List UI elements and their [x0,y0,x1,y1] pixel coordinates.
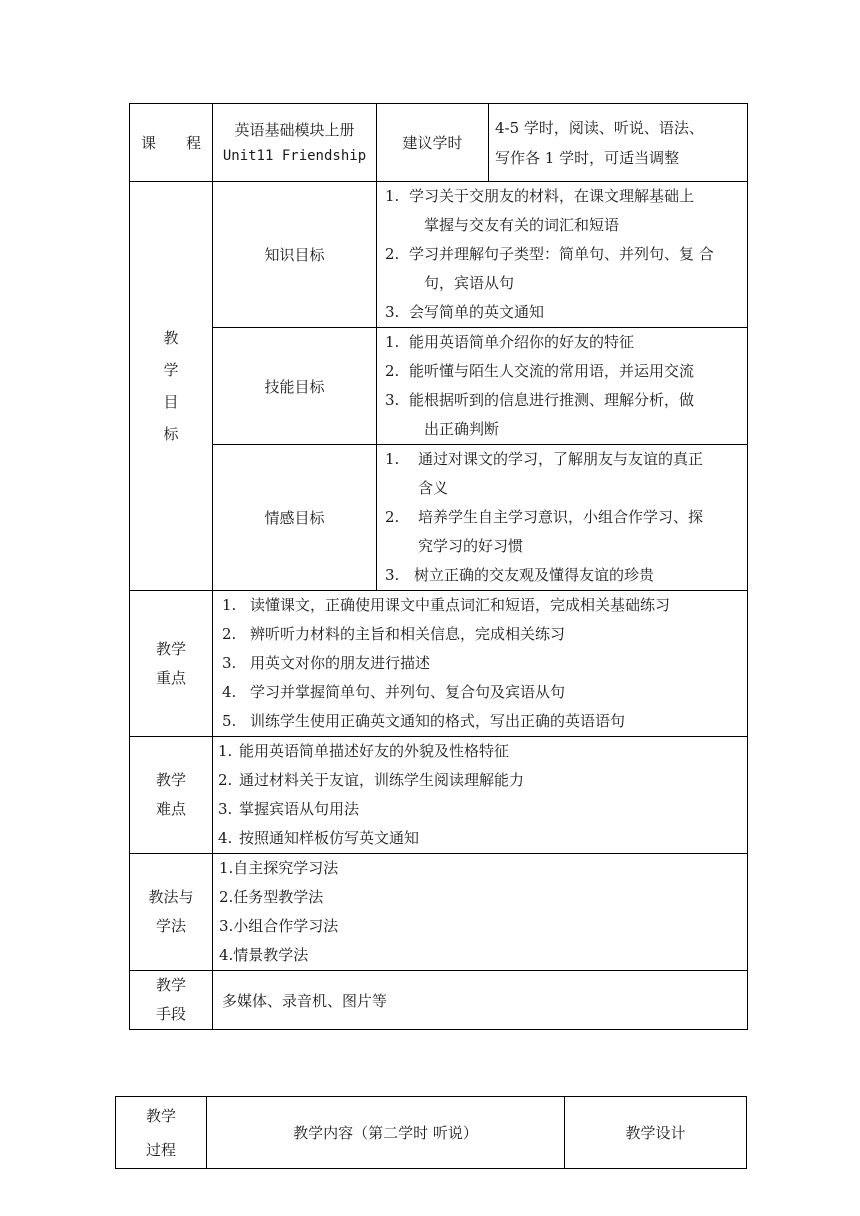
item-text: 学习并理解句子类型：简单句、并列句、复 合 [409,245,714,263]
item-number: 3. [222,654,237,672]
item-text: 含义 [418,479,449,497]
list-item [385,328,747,357]
item-text: 训练学生使用正确英文通知的格式，写出正确的英语语句 [250,712,626,730]
methods-label-cell [130,854,213,971]
item-number: 1. [385,450,400,468]
list-item [218,824,747,853]
means-label-line: 手段 [155,1005,186,1023]
course-label: 课 程 [140,134,201,152]
item-number: 4. [218,829,233,847]
item-text: 按照通知样板仿写英文通知 [239,829,420,847]
list-item [222,620,747,649]
process-label-cell [116,1097,207,1169]
item-text: 能用英语简单描述好友的外貌及性格特征 [239,742,510,760]
item-number: 1. [385,333,400,351]
means-label-cell [130,971,213,1030]
item-number: 3. [218,800,233,818]
objectives-label-char: 教 [163,329,179,347]
means-label-line: 教学 [155,976,186,994]
item-text: 究学习的好习惯 [418,537,524,555]
objectives-label-char: 学 [163,361,179,379]
key-points-list [222,591,747,736]
list-item: 4.情景教学法 [219,946,309,964]
item-number: 4. [222,683,237,701]
suggested-hours-line1: 4-5 学时，阅读、听说、语法、 [495,118,704,137]
item-number: 2. [385,362,400,380]
list-item [222,649,747,678]
item-text: 学习关于交朋友的材料，在课文理解基础上 [409,187,695,205]
skill-objectives-label: 技能目标 [264,377,325,396]
key-points-label-line: 重点 [155,668,186,687]
list-item [222,591,747,620]
item-number: 3. [385,391,400,409]
item-number: 2. [385,508,400,526]
item-text: 通过材料关于友谊，训练学生阅读理解能力 [239,771,525,789]
difficulties-label-line: 教学 [155,771,186,789]
item-number: 2. [385,245,400,263]
list-item: 2.任务型教学法 [219,888,324,906]
methods-cell [213,854,748,971]
suggested-hours-cell [489,104,748,182]
process-label-line: 教学 [145,1106,176,1125]
item-text: 出正确判断 [424,420,500,438]
item-text: 会写简单的英文通知 [409,303,545,321]
suggested-hours-label-cell [377,104,489,182]
list-item [218,795,747,824]
item-number: 1. [222,596,237,614]
list-item: 1.自主探究学习法 [219,859,339,877]
methods-label-line: 学法 [155,917,186,935]
course-name-line2: Unit11 Friendship [222,147,367,164]
emotion-items-cell [377,445,748,591]
key-points-cell [213,591,748,737]
item-text: 掌握宾语从句用法 [239,800,360,818]
list-item [385,298,747,327]
process-label-line: 过程 [145,1140,176,1159]
difficulties-list [218,737,747,853]
item-text: 能根据听到的信息进行推测、理解分析，做 [409,391,695,409]
list-item [218,766,747,795]
difficulties-label-cell [130,737,213,854]
design-header-label: 教学设计 [625,1124,686,1142]
item-number: 5. [222,712,237,730]
knowledge-label-cell [213,182,377,328]
key-points-label-cell [130,591,213,737]
difficulties-cell [213,737,748,854]
item-text: 用英文对你的朋友进行描述 [250,654,431,672]
item-number: 1. [385,187,400,205]
item-text: 培养学生自主学习意识，小组合作学习、探 [418,508,704,526]
item-number: 1. [218,742,233,760]
list-item [385,561,747,590]
means-text: 多媒体、录音机、图片等 [222,991,388,1010]
skill-objectives-list [385,328,747,444]
knowledge-objectives-label: 知识目标 [264,246,325,264]
list-item [385,240,747,298]
item-text: 通过对课文的学习，了解朋友与友谊的真正 [418,450,704,468]
difficulties-label-line: 难点 [155,800,186,818]
course-name-line1: 英语基础模块上册 [234,120,355,139]
key-points-label-line: 教学 [155,639,186,658]
list-item [218,737,747,766]
objectives-label-char: 目 [163,393,179,411]
item-number: 3. [385,303,400,321]
methods-label-line: 教法与 [148,888,194,906]
list-item: 3.小组合作学习法 [219,917,339,935]
item-number: 3. [385,566,400,584]
item-number: 2. [222,625,237,643]
list-item [222,678,747,707]
skill-label-cell [213,328,377,445]
objectives-label-char: 标 [163,425,179,443]
item-text: 树立正确的交友观及懂得友谊的珍贵 [414,566,655,584]
suggested-hours-label: 建议学时 [402,134,463,152]
list-item [385,357,747,386]
suggested-hours-line2: 写作各 1 学时，可适当调整 [495,148,680,167]
list-item [385,503,747,561]
item-text: 能用英语简单介绍你的好友的特征 [409,333,635,351]
objectives-label-cell [130,182,213,591]
emotion-objectives-list [385,445,747,590]
lesson-plan-table [129,103,748,1030]
methods-list [219,854,747,970]
content-header-label: 教学内容（第二学时 听说） [293,1124,478,1142]
means-cell [213,971,748,1030]
knowledge-items-cell [377,182,748,328]
list-item [385,182,747,240]
list-item [222,707,747,736]
skill-items-cell [377,328,748,445]
teaching-process-table [115,1096,747,1169]
item-text: 学习并掌握简单句、并列句、复合句及宾语从句 [250,683,566,701]
content-header-cell [207,1097,565,1169]
item-text: 能听懂与陌生人交流的常用语，并运用交流 [409,362,695,380]
item-text: 掌握与交友有关的词汇和短语 [424,216,620,234]
emotion-objectives-label: 情感目标 [264,509,325,527]
design-header-cell [565,1097,747,1169]
item-number: 2. [218,771,233,789]
knowledge-objectives-list [385,182,747,327]
item-text: 句，宾语从句 [424,274,515,292]
emotion-label-cell [213,445,377,591]
list-item [385,386,747,444]
item-text: 读懂课文，正确使用课文中重点词汇和短语，完成相关基础练习 [250,596,671,614]
list-item [385,445,747,503]
course-name-cell [213,104,377,182]
item-text: 辨听听力材料的主旨和相关信息，完成相关练习 [250,625,566,643]
course-label-cell [130,104,213,182]
